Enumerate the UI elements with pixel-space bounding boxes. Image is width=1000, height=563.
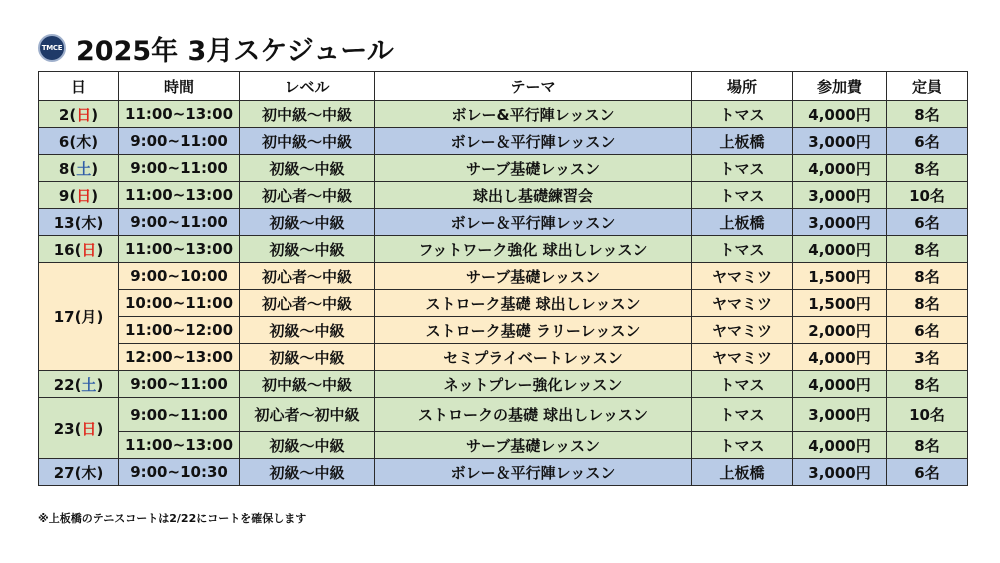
schedule-table (38, 71, 968, 486)
date-cell: 2(日) (39, 101, 119, 128)
capacity-cell: 8名 (887, 432, 968, 459)
day-of-week: 日 (81, 240, 97, 259)
col-header-capacity: 定員 (887, 72, 968, 101)
date-number: 22 (53, 375, 75, 394)
date-cell: 23(日) (39, 398, 119, 459)
day-of-week: 土 (76, 159, 92, 178)
table-row (39, 459, 968, 486)
date-number: 9 (58, 186, 70, 205)
level-cell: 初心者～中級 (240, 182, 375, 209)
fee-cell: 3,000円 (793, 398, 887, 432)
date-number: 13 (53, 213, 75, 232)
title-row (38, 28, 394, 68)
capacity-cell: 8名 (887, 290, 968, 317)
level-cell: 初級～中級 (240, 236, 375, 263)
table-row (39, 155, 968, 182)
day-of-week: 木 (81, 213, 97, 232)
time-cell: 9:00~11:00 (119, 398, 240, 432)
level-cell: 初中級～中級 (240, 371, 375, 398)
date-number: 6 (58, 132, 70, 151)
time-cell: 9:00~10:00 (119, 263, 240, 290)
level-cell: 初中級～中級 (240, 101, 375, 128)
place-cell: ヤマミツ (692, 290, 793, 317)
date-cell: 22(土) (39, 371, 119, 398)
capacity-cell: 6名 (887, 317, 968, 344)
capacity-cell: 6名 (887, 459, 968, 486)
time-cell: 11:00~13:00 (119, 432, 240, 459)
page-title: 2025年 3月スケジュール (76, 35, 394, 67)
col-header-time: 時間 (119, 72, 240, 101)
table-row (39, 236, 968, 263)
col-header-date: 日 (39, 72, 119, 101)
table-row (39, 317, 968, 344)
time-cell: 9:00~11:00 (119, 209, 240, 236)
day-of-week: 日 (76, 186, 92, 205)
table-row (39, 432, 968, 459)
table-row (39, 182, 968, 209)
table-row (39, 128, 968, 155)
level-cell: 初級～中級 (240, 432, 375, 459)
day-of-week: 日 (81, 419, 97, 438)
date-cell: 9(日) (39, 182, 119, 209)
theme-cell: ストロークの基礎 球出しレッスン (375, 398, 692, 432)
place-cell: トマス (692, 432, 793, 459)
capacity-cell: 8名 (887, 101, 968, 128)
time-cell: 9:00~11:00 (119, 155, 240, 182)
day-of-week: 日 (76, 105, 92, 124)
table-row (39, 290, 968, 317)
fee-cell: 3,000円 (793, 209, 887, 236)
level-cell: 初級～中級 (240, 344, 375, 371)
theme-cell: ストローク基礎 ラリーレッスン (375, 317, 692, 344)
level-cell: 初中級～中級 (240, 128, 375, 155)
day-of-week: 木 (81, 463, 97, 482)
place-cell: トマス (692, 236, 793, 263)
level-cell: 初級～中級 (240, 209, 375, 236)
place-cell: トマス (692, 398, 793, 432)
time-cell: 11:00~12:00 (119, 317, 240, 344)
table-row (39, 263, 968, 290)
place-cell: 上板橋 (692, 209, 793, 236)
fee-cell: 2,000円 (793, 317, 887, 344)
date-cell: 13(木) (39, 209, 119, 236)
place-cell: トマス (692, 182, 793, 209)
fee-cell: 4,000円 (793, 371, 887, 398)
place-cell: 上板橋 (692, 459, 793, 486)
table-header-row (39, 72, 968, 101)
col-header-level: レベル (240, 72, 375, 101)
date-number: 17 (53, 308, 75, 326)
date-cell: 16(日) (39, 236, 119, 263)
time-cell: 9:00~11:00 (119, 128, 240, 155)
day-of-week: 木 (76, 132, 92, 151)
time-cell: 9:00~11:00 (119, 371, 240, 398)
theme-cell: ネットプレー強化レッスン (375, 371, 692, 398)
date-number: 23 (53, 419, 75, 438)
time-cell: 12:00~13:00 (119, 344, 240, 371)
capacity-cell: 10名 (887, 398, 968, 432)
place-cell: トマス (692, 371, 793, 398)
date-number: 27 (53, 463, 75, 482)
place-cell: トマス (692, 155, 793, 182)
theme-cell: ストローク基礎 球出しレッスン (375, 290, 692, 317)
date-number: 2 (58, 105, 70, 124)
theme-cell: フットワーク強化 球出しレッスン (375, 236, 692, 263)
fee-cell: 1,500円 (793, 290, 887, 317)
table-row (39, 344, 968, 371)
date-cell: 8(土) (39, 155, 119, 182)
fee-cell: 4,000円 (793, 155, 887, 182)
level-cell: 初級～中級 (240, 317, 375, 344)
capacity-cell: 6名 (887, 128, 968, 155)
date-number: 16 (53, 240, 75, 259)
fee-cell: 4,000円 (793, 432, 887, 459)
date-cell: 6(木) (39, 128, 119, 155)
level-cell: 初心者～中級 (240, 290, 375, 317)
fee-cell: 1,500円 (793, 263, 887, 290)
date-number: 8 (58, 159, 70, 178)
time-cell: 9:00~10:30 (119, 459, 240, 486)
theme-cell: ボレー＆平行陣レッスン (375, 209, 692, 236)
day-of-week: 月 (81, 308, 97, 326)
capacity-cell: 3名 (887, 344, 968, 371)
theme-cell: 球出し基礎練習会 (375, 182, 692, 209)
footnote: ※上板橋のテニスコートは2/22にコートを確保します (38, 512, 307, 525)
level-cell: 初級～中級 (240, 155, 375, 182)
capacity-cell: 10名 (887, 182, 968, 209)
level-cell: 初心者～中級 (240, 263, 375, 290)
fee-cell: 3,000円 (793, 459, 887, 486)
table-row (39, 101, 968, 128)
col-header-place: 場所 (692, 72, 793, 101)
capacity-cell: 8名 (887, 236, 968, 263)
theme-cell: ボレー＆平行陣レッスン (375, 459, 692, 486)
theme-cell: サーブ基礎レッスン (375, 263, 692, 290)
capacity-cell: 8名 (887, 371, 968, 398)
theme-cell: ボレー&平行陣レッスン (375, 101, 692, 128)
fee-cell: 3,000円 (793, 128, 887, 155)
date-cell: 27(木) (39, 459, 119, 486)
theme-cell: セミプライベートレッスン (375, 344, 692, 371)
fee-cell: 4,000円 (793, 101, 887, 128)
col-header-fee: 参加費 (793, 72, 887, 101)
day-of-week: 土 (81, 375, 97, 394)
fee-cell: 4,000円 (793, 236, 887, 263)
capacity-cell: 6名 (887, 209, 968, 236)
logo-text: TMCE (41, 44, 63, 52)
place-cell: 上板橋 (692, 128, 793, 155)
time-cell: 11:00~13:00 (119, 182, 240, 209)
fee-cell: 4,000円 (793, 344, 887, 371)
place-cell: ヤマミツ (692, 317, 793, 344)
table-row (39, 371, 968, 398)
table-row (39, 209, 968, 236)
time-cell: 11:00~13:00 (119, 236, 240, 263)
col-header-theme: テーマ (375, 72, 692, 101)
time-cell: 11:00~13:00 (119, 101, 240, 128)
place-cell: ヤマミツ (692, 263, 793, 290)
date-cell: 17(月) (39, 263, 119, 371)
fee-cell: 3,000円 (793, 182, 887, 209)
level-cell: 初級～中級 (240, 459, 375, 486)
time-cell: 10:00~11:00 (119, 290, 240, 317)
table-row (39, 398, 968, 432)
place-cell: トマス (692, 101, 793, 128)
theme-cell: サーブ基礎レッスン (375, 155, 692, 182)
tmce-logo (38, 34, 66, 62)
theme-cell: サーブ基礎レッスン (375, 432, 692, 459)
level-cell: 初心者～初中級 (240, 398, 375, 432)
capacity-cell: 8名 (887, 263, 968, 290)
place-cell: ヤマミツ (692, 344, 793, 371)
capacity-cell: 8名 (887, 155, 968, 182)
theme-cell: ボレー＆平行陣レッスン (375, 128, 692, 155)
